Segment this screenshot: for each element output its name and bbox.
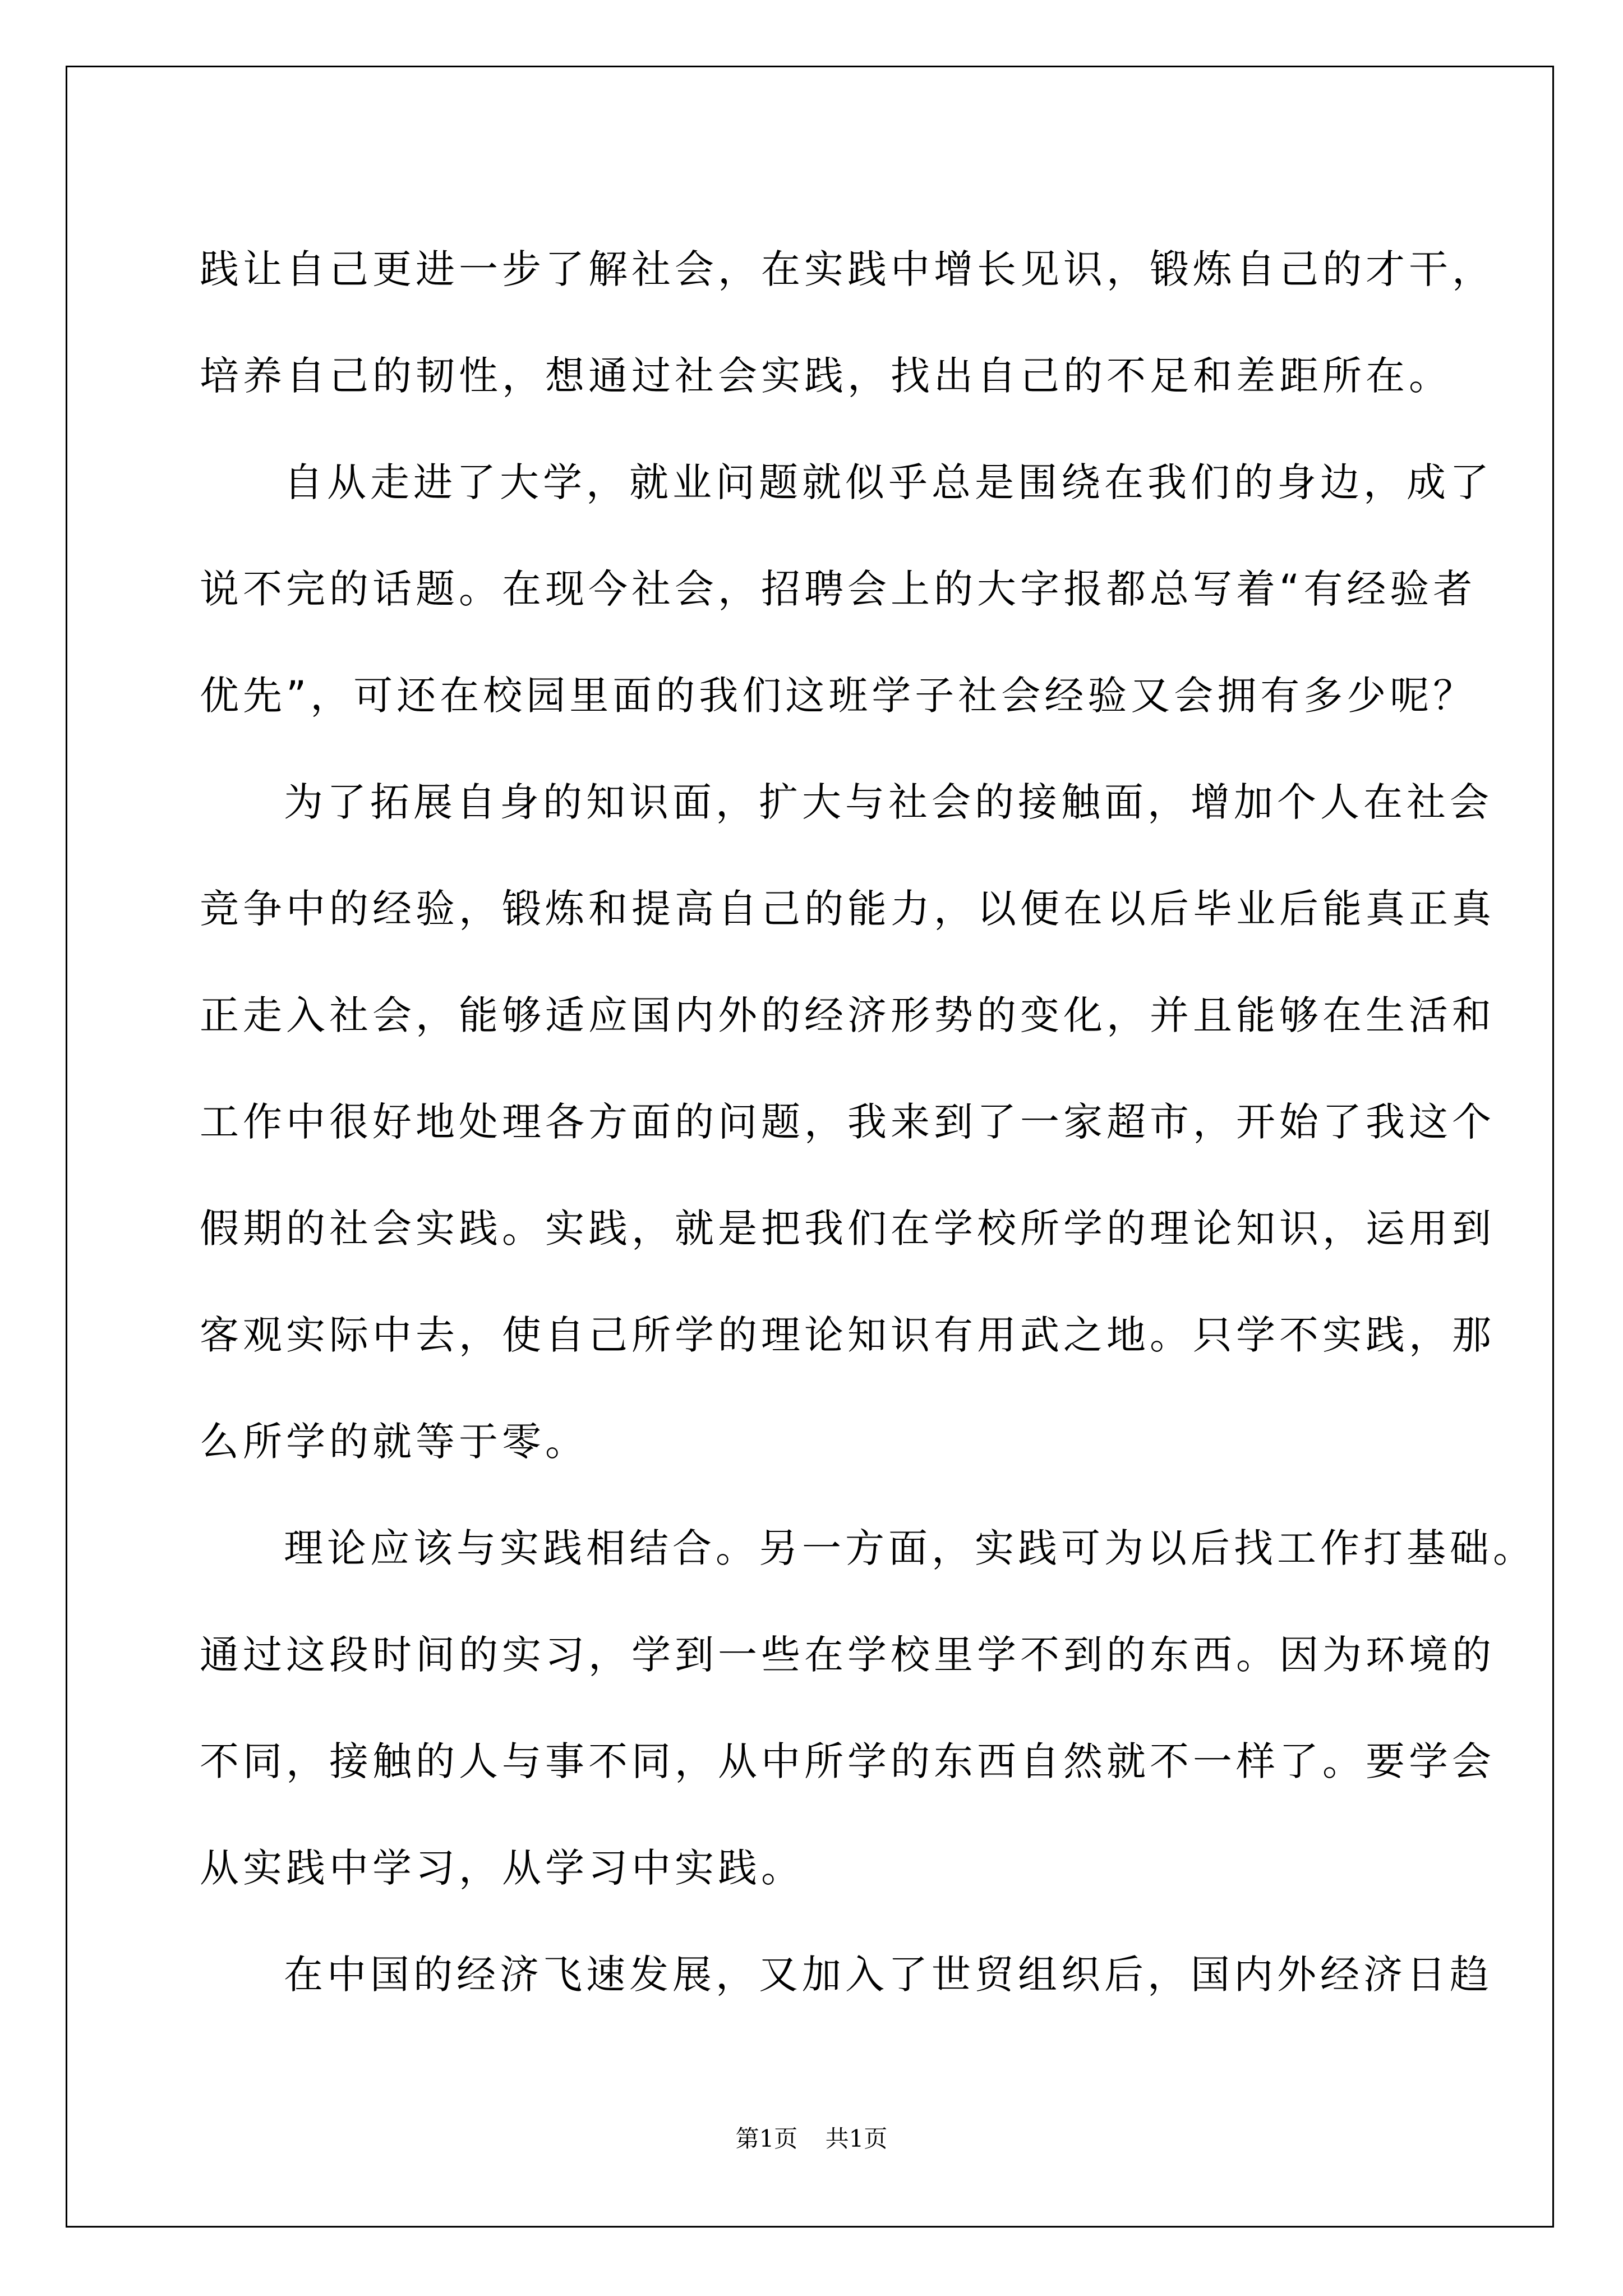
text-line: 不同，接触的人与事不同，从中所学的东西自然就不一样了。要学会 xyxy=(200,1738,1495,1784)
document-body xyxy=(200,216,1536,2028)
text-line: 理论应该与实践相结合。另一方面，实践可为以后找工作打基础。 xyxy=(284,1525,1536,1571)
text-line: 竞争中的经验，锻炼和提高自己的能力，以便在以后毕业后能真正真 xyxy=(200,886,1495,932)
text-line: 正走入社会，能够适应国内外的经济形势的变化，并且能够在生活和 xyxy=(200,992,1495,1038)
page-number: 第1页 xyxy=(735,2125,798,2152)
text-line: 假期的社会实践。实践，就是把我们在学校所学的理论知识，运用到 xyxy=(200,1205,1495,1251)
text-line: 在中国的经济飞速发展，又加入了世贸组织后，国内外经济日趋 xyxy=(284,1952,1493,1998)
text-line: 客观实际中去，使自己所学的理论知识有用武之地。只学不实践，那 xyxy=(200,1312,1495,1358)
page-total: 共1页 xyxy=(825,2125,888,2152)
text-line: 么所学的就等于零。 xyxy=(200,1419,588,1465)
text-line: 工作中很好地处理各方面的问题，我来到了一家超市，开始了我这个 xyxy=(200,1099,1495,1145)
text-line: 说不完的话题。在现今社会，招聘会上的大字报都总写着“有经验者 xyxy=(200,566,1477,612)
page-footer xyxy=(0,2122,1623,2156)
text-line: 为了拓展自身的知识面，扩大与社会的接触面，增加个人在社会 xyxy=(284,779,1493,825)
text-line: 优先”，可还在校园里面的我们这班学子社会经验又会拥有多少呢？ xyxy=(200,673,1477,719)
text-line: 践让自己更进一步了解社会，在实践中增长见识，锻炼自己的才干， xyxy=(200,246,1495,292)
text-line: 从实践中学习，从学习中实践。 xyxy=(200,1845,804,1891)
text-line: 培养自己的韧性，想通过社会实践，找出自己的不足和差距所在。 xyxy=(200,353,1452,399)
text-line: 自从走进了大学，就业问题就似乎总是围绕在我们的身边，成了 xyxy=(284,459,1493,505)
text-line: 通过这段时间的实习，学到一些在学校里学不到的东西。因为环境的 xyxy=(200,1632,1495,1678)
